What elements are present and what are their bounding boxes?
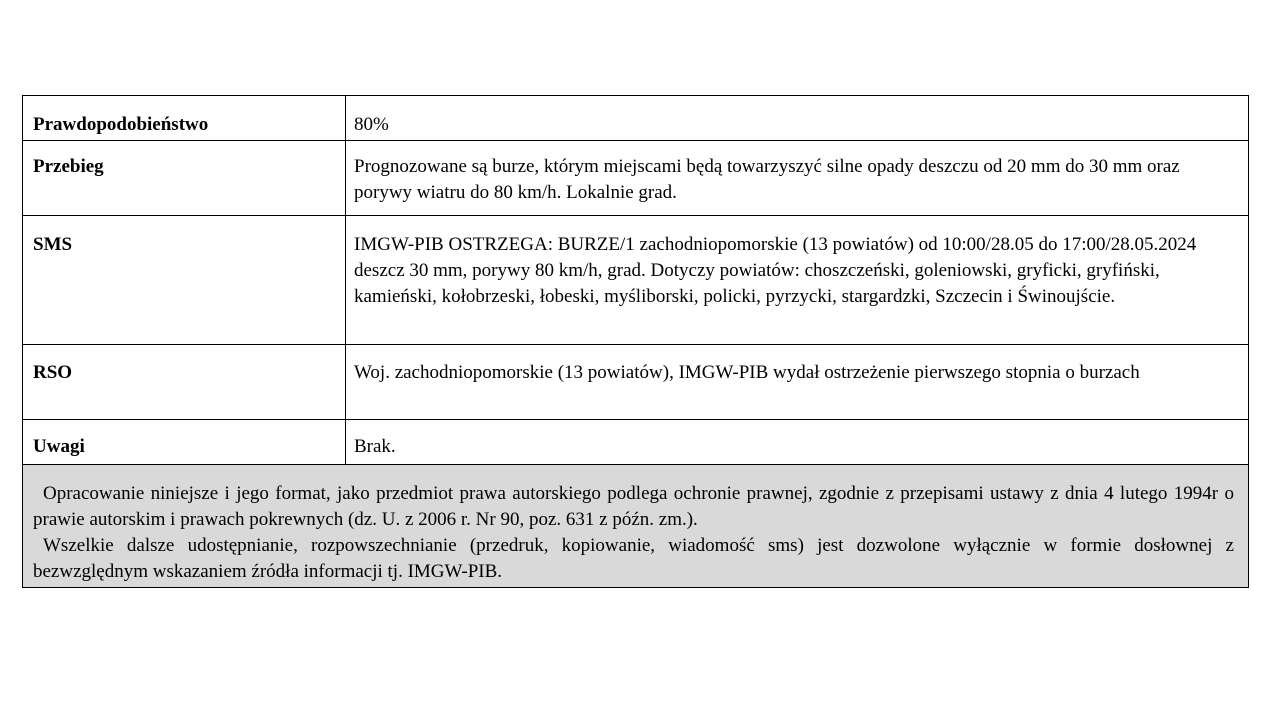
table-row-probability xyxy=(23,96,1249,141)
copyright-paragraph: Opracowanie niniejsze i jego format, jako przedmiot prawa autorskiego podlega ochronie prawnej, zgodnie z przepisami ustawy z dnia 4 lutego 1994r o prawie autorskim i prawach pokrewnych (dz. U. z 2006 r. Nr 90, poz. 631 z późn. zm.). xyxy=(33,483,1234,530)
course-value: Prognozowane są burze, którym miejscami będą towarzyszyć silne opady deszczu od 20 mm do 30 mm oraz porywy wiatru do 80 km/h. Lokalnie grad. xyxy=(346,141,1249,216)
table-row-remarks xyxy=(23,420,1249,465)
table-row-course xyxy=(23,141,1249,216)
rso-value: Woj. zachodniopomorskie (13 powiatów), IMGW-PIB wydał ostrzeżenie pierwszego stopnia o burzach xyxy=(346,345,1249,420)
course-label: Przebieg xyxy=(23,141,346,216)
warning-table xyxy=(22,95,1249,588)
table-row-rso xyxy=(23,345,1249,420)
remarks-value: Brak. xyxy=(346,420,1249,465)
probability-label: Prawdopodobieństwo xyxy=(23,96,346,141)
remarks-label: Uwagi xyxy=(23,420,346,465)
table-row-sms xyxy=(23,216,1249,345)
sms-label: SMS xyxy=(23,216,346,345)
probability-value: 80% xyxy=(346,96,1249,141)
sms-value: IMGW-PIB OSTRZEGA: BURZE/1 zachodniopomorskie (13 powiatów) od 10:00/28.05 do 17:00/28.05.2024 deszcz 30 mm, porywy 80 km/h, grad. Dotyczy powiatów: choszczeński, goleniowski, gryficki, gryfiński, kamieński, kołobrzeski, łobeski, myśliborski, policki, pyrzycki, stargardzki, Szczecin i Świnoujście. xyxy=(346,216,1249,345)
distribution-paragraph: Wszelkie dalsze udostępnianie, rozpowszechnianie (przedruk, kopiowanie, wiadomość sms) jest dozwolone wyłącznie w formie dosłownej z bezwzględnym wskazaniem źródła informacji tj. IMGW-PIB. xyxy=(33,535,1234,582)
rso-label: RSO xyxy=(23,345,346,420)
table-row-copyright xyxy=(23,465,1249,588)
copyright-notice xyxy=(23,465,1249,588)
